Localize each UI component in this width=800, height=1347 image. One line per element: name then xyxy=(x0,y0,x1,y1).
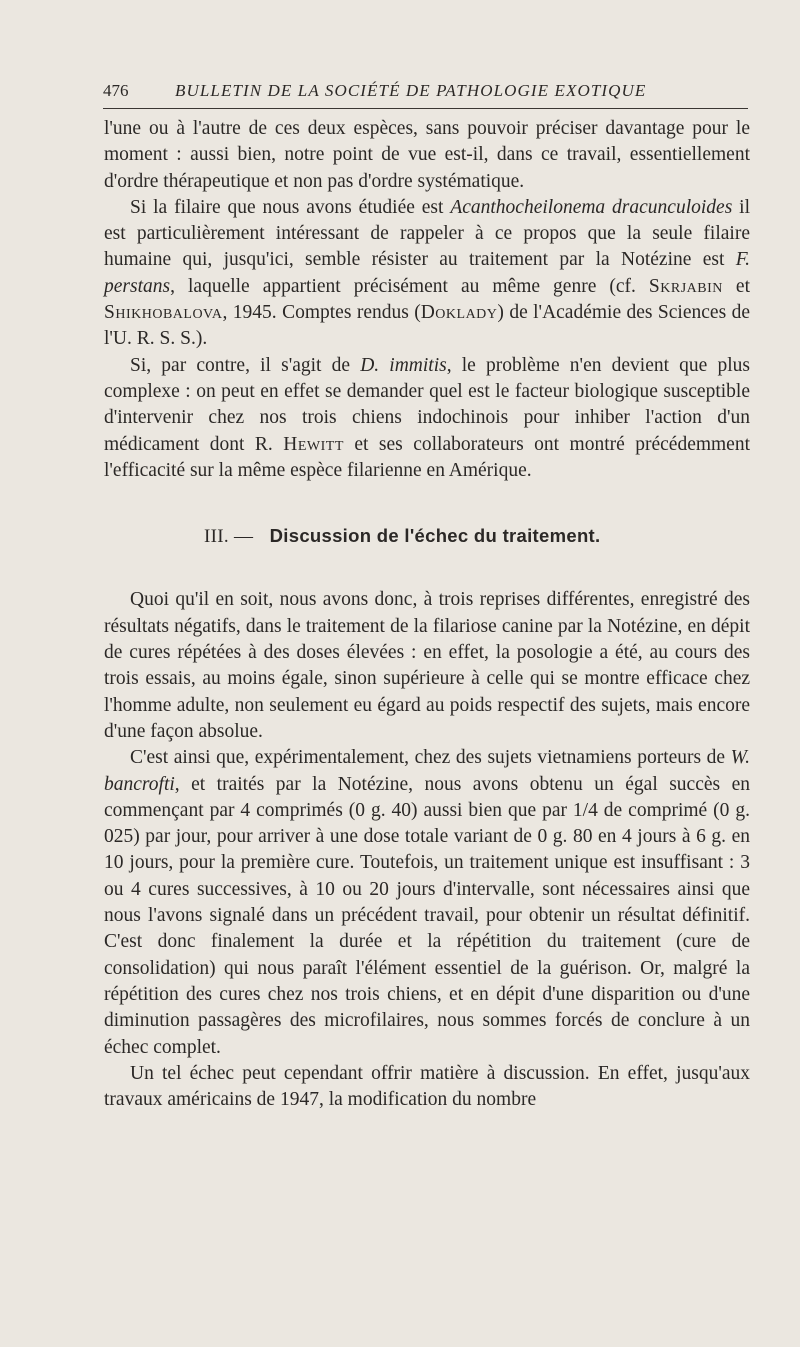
section-heading xyxy=(104,523,750,550)
paragraph-continued: l'une ou à l'autre de ces deux espèces, sans pouvoir préciser davantage pour le moment : aussi bien, notre point de vue est-il, dans ce travail, essentiellement d'ordre thérapeutique et non pas d'ordre systématique. xyxy=(104,118,750,192)
paragraph-results: Quoi qu'il en soit, nous avons donc, à trois reprises différentes, enregistré des résultats négatifs, dans le traitement de la filariose canine par la Notézine, en dépit de cures répétées à des doses élevées : en effet, la posologie a été, au cours des trois essais, au moins égale, sinon supérieure à celle qui se montre efficace chez l'homme adulte, non seulement eu égard au poids respectif des sujets, mais encore d'une façon absolue. xyxy=(104,589,750,742)
journal-name: Doklady xyxy=(420,302,498,324)
section-number: III. — xyxy=(204,526,254,548)
author-name: Shikhobalova xyxy=(104,302,223,324)
author-name: Skrjabin xyxy=(648,275,723,297)
section-title: Discussion de l'échec du traitement. xyxy=(269,525,601,547)
paragraph-species-discussion: Si la filaire que nous avons étudiée est Acanthocheilonema dracunculoides il est particulièrement intéressant de rappeler à ce propos que la seule filaire humaine qui, jusqu'ici, semble résister au traitement par la Notézine est F. perstans, laquelle appartient précisément au même genre (cf. Skrjabin et Shikhobalova, 1945. Comptes rendus (Doklady) de l'Académie des Sciences de l'U. R. S. S.). xyxy=(104,196,750,350)
header-rule xyxy=(103,108,748,109)
species-name: F. perstans xyxy=(104,249,750,297)
page-header xyxy=(103,80,748,102)
author-name: Hewitt xyxy=(283,433,344,455)
paragraph-dosage: C'est ainsi que, expérimentalement, chez des sujets vietnamiens porteurs de W. bancrofti, et traités par la Notézine, nous avons obtenu un égal succès en commençant par 4 comprimés (0 g. 40) aussi bien que par 1/4 de comprimé (0 g. 025) par jour, pour arriver à une dose totale variant de 0 g. 80 en 4 jours à 6 g. en 10 jours, pour la première cure. Toutefois, un traitement unique est insuffisant : 3 ou 4 cures successives, à 10 ou 20 jours d'intervalle, sont nécessaires ainsi que nous l'avons signalé dans un précédent travail, pour obtenir un résultat définitif. C'est donc finalement la durée et la répétition du traitement (cure de consolidation) qui nous paraît l'élément essentiel de la guérison. Or, malgré la répétition des cures chez nos trois chiens, et en dépit d'une disparition ou d'une diminution passagères des microfilaires, nous sommes forcés de conclure à un échec complet. xyxy=(104,747,750,1058)
body-text xyxy=(104,116,750,1113)
species-name: Acanthocheilonema dracunculoides xyxy=(450,196,733,218)
page-number: 476 xyxy=(103,81,129,100)
species-name: D. immitis xyxy=(360,354,447,376)
paragraph-discussion: Un tel échec peut cependant offrir matière à discussion. En effet, jusqu'aux travaux américains de 1947, la modification du nombre xyxy=(104,1062,750,1111)
species-name: W. bancrofti xyxy=(104,747,750,795)
running-title: BULLETIN DE LA SOCIÉTÉ DE PATHOLOGIE EXOTIQUE xyxy=(175,81,647,100)
paragraph-immitis: Si, par contre, il s'agit de D. immitis, le problème n'en devient que plus complexe : on peut en effet se demander quel est le facteur biologique susceptible d'intervenir chez nos trois chiens indochinois pour inhiber l'action d'un médicament dont R. Hewitt et ses collaborateurs ont montré précédemment l'efficacité sur la même espèce filarienne en Amérique. xyxy=(104,354,751,481)
